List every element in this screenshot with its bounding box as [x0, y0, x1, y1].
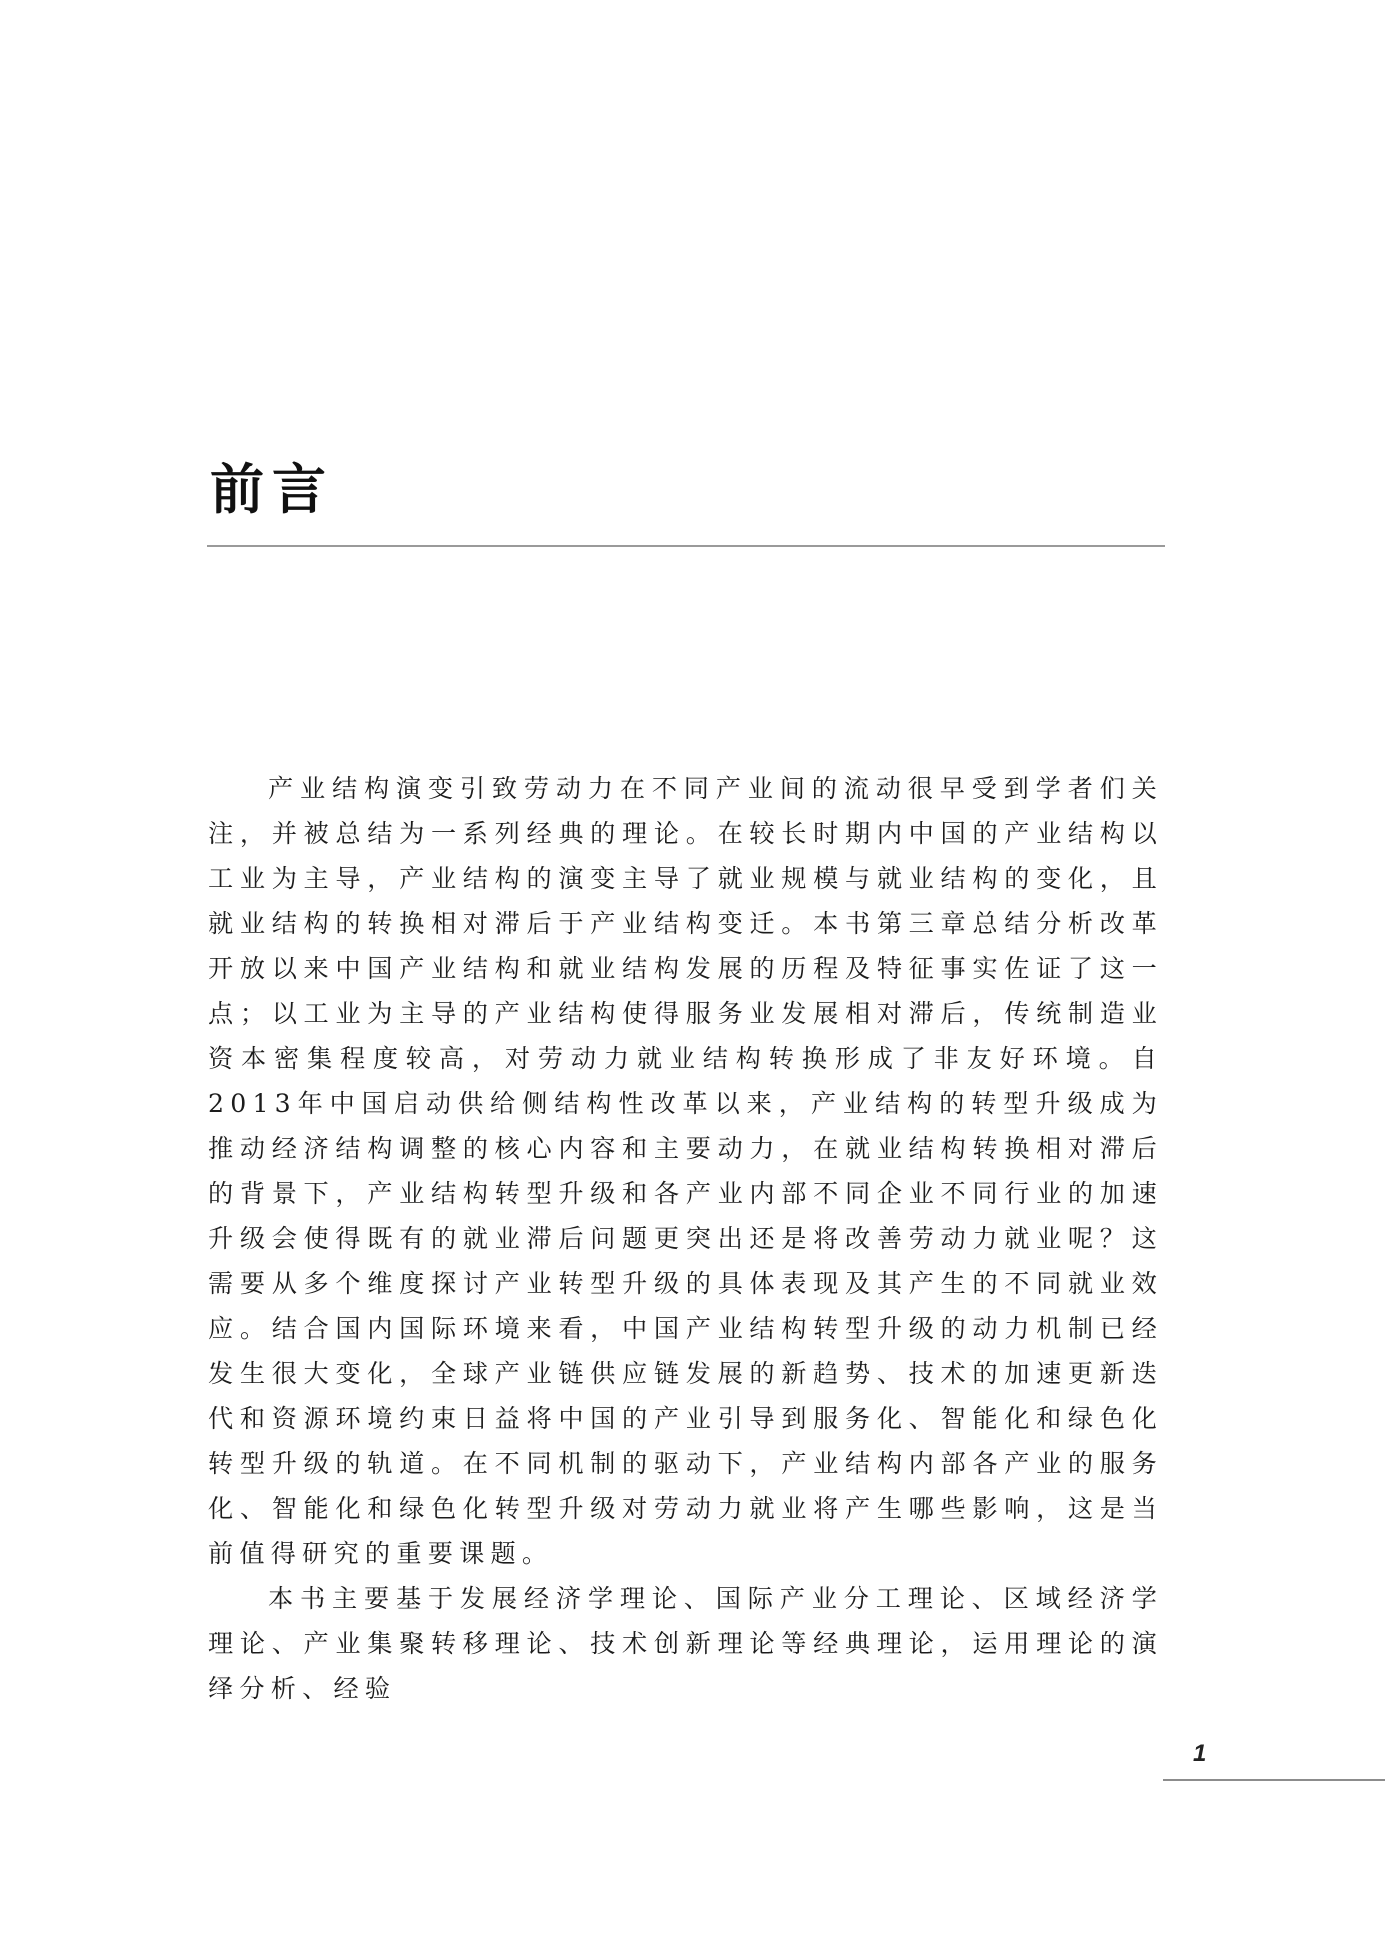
footer-divider [1163, 1779, 1385, 1781]
body-text [208, 766, 1163, 1711]
page-number: 1 [1193, 1740, 1207, 1767]
paragraph-1: 产业结构演变引致劳动力在不同产业间的流动很早受到学者们关注，并被总结为一系列经典的理论。在较长时期内中国的产业结构以工业为主导，产业结构的演变主导了就业规模与就业结构的变化，且就业结构的转换相对滞后于产业结构变迁。本书第三章总结分析改革开放以来中国产业结构和就业结构发展的历程及特征事实佐证了这一点；以工业为主导的产业结构使得服务业发展相对滞后，传统制造业资本密集程度较高，对劳动力就业结构转换形成了非友好环境。自2013年中国启动供给侧结构性改革以来，产业结构的转型升级成为推动经济结构调整的核心内容和主要动力，在就业结构转换相对滞后的背景下，产业结构转型升级和各产业内部不同企业不同行业的加速升级会使得既有的就业滞后问题更突出还是将改善劳动力就业呢？这需要从多个维度探讨产业转型升级的具体表现及其产生的不同就业效应。结合国内国际环境来看，中国产业结构转型升级的动力机制已经发生很大变化，全球产业链供应链发展的新趋势、技术的加速更新迭代和资源环境约束日益将中国的产业引导到服务化、智能化和绿色化转型升级的轨道。在不同机制的驱动下，产业结构内部各产业的服务化、智能化和绿色化转型升级对劳动力就业将产生哪些影响，这是当前值得研究的重要课题。 [208, 774, 1163, 1568]
title-divider [207, 545, 1165, 547]
chapter-title: 前言 [210, 458, 334, 521]
paragraph-2: 本书主要基于发展经济学理论、国际产业分工理论、区域经济学理论、产业集聚转移理论、技术创新理论等经典理论，运用理论的演绎分析、经验 [208, 1584, 1163, 1703]
